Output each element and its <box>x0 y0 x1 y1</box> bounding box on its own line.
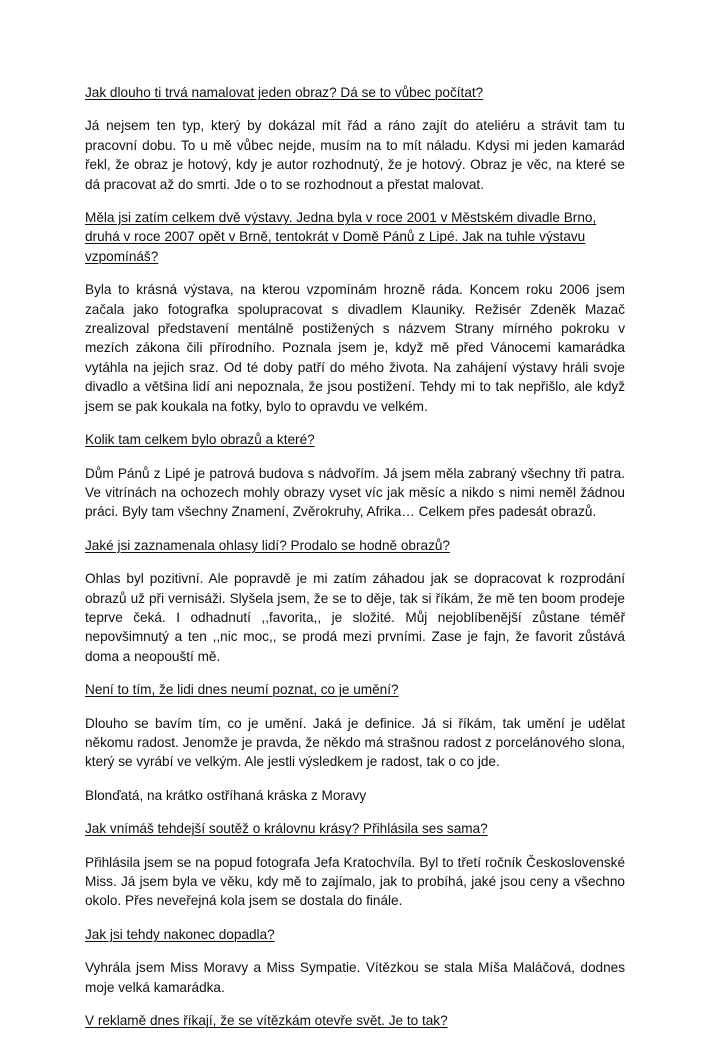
interview-question: Jaké jsi zaznamenala ohlasy lidí? Prodalo se hodně obrazů? <box>85 537 450 553</box>
interview-answer: Ohlas byl pozitivní. Ale popravdě je mi zatím záhadou jak se dopracovat k rozprodání obrazů už při vernisáži. Slyšela jsem, že se to děje, tak si říkám, že mě ten boom prodeje teprve čeká. I odhadnutí ,,favorita,, je složité. Můj nejoblíbenější zůstane téměř nepovšimnutý a ten ,,nic moc,, se prodá mezi prvními. Zase je fajn, že favorit zůstává doma a neopouští mě. <box>85 571 625 664</box>
document-page <box>85 83 625 1044</box>
interview-question: Měla jsi zatím celkem dvě výstavy. Jedna byla v roce 2001 v Městském divadle Brno, druhá v roce 2007 opět v Brně, tentokrát v Domě Pánů z Lipé. Jak na tuhle výstavu vzpomínáš? <box>85 210 597 264</box>
interview-question: Jak dlouho ti trvá namalovat jeden obraz? Dá se to vůbec počítat? <box>85 85 484 100</box>
interview-answer: Dlouho se bavím tím, co je umění. Jaká je definice. Já si říkám, tak umění je udělat někomu radost. Jenomže je pravda, že někdo má strašnou radost z porcelánového slona, který se vyrábí ve velkým. Ale jestli výsledkem je radost, tak o co jde. <box>85 715 625 770</box>
interview-question: V reklamě dnes říkají, že se vítězkám otevře svět. Je to tak? <box>85 1013 448 1029</box>
interview-answer: Byla to krásná výstava, na kterou vzpomínám hrozně ráda. Koncem roku 2006 jsem začala jako fotografka spolupracovat s divadlem Klauniky. Režisér Zdeněk Mazač zrealizoval představení mentálně postižených s názvem Strany mírného pokroku v mezích zákona čili přírodního. Poznala jsem je, když mě před Vánocemi kamarádka vytáhla na jejich sraz. Od té doby patří do mého života. Na zahájení výstavy hráli svoje divadlo a většina lidí ani nepoznala, že jsou postižení. Tehdy mi to tak nepřišlo, ale když jsem se pak koukala na fotky, bylo to opravdu ve velkém. <box>85 282 625 414</box>
interview-answer: Přihlásila jsem se na popud fotografa Jefa Kratochvíla. Byl to třetí ročník Československé Miss. Já jsem byla ve věku, kdy mě to zajímalo, jak to probíhá, jaké jsou ceny a všechno okolo. Přes neveřejná kola jsem se dostala do finále. <box>85 854 625 909</box>
interview-question: Není to tím, že lidi dnes neumí poznat, co je umění? <box>85 682 399 698</box>
interview-question: Jak jsi tehdy nakonec dopadla? <box>85 926 275 942</box>
interview-answer: Já nejsem ten typ, který by dokázal mít řád a ráno zajít do ateliéru a strávit tam tu pracovní dobu. To u mě vůbec nejde, musím na to mít náladu. Kdysi mi jeden kamarád řekl, že obraz je hotový, kdy je autor rozhodnutý, že je hotový. Obraz je věc, na které se dá pracovat až do smrti. Jde o to se rozhodnout a přestat malovat. <box>85 118 625 192</box>
interview-question: Jak vnímáš tehdejší soutěž o královnu krásy? Přihlásila ses sama? <box>85 821 488 837</box>
interview-question: Kolik tam celkem bylo obrazů a které? <box>85 432 315 448</box>
section-subheading: Blonďatá, na krátko ostříhaná kráska z Moravy <box>85 787 367 803</box>
interview-answer: Dům Pánů z Lipé je patrová budova s nádvořím. Já jsem měla zabraný všechny tři patra. Ve vitrínách na ochozech mohly obrazy vyset víc jak měsíc a nikdo s nimi neměl žádnou práci. Byly tam všechny Znamení, Zvěrokruhy, Afrika… Celkem přes padesát obrazů. <box>85 465 625 520</box>
interview-answer: Vyhrála jsem Miss Moravy a Miss Sympatie. Vítězkou se stala Míša Maláčová, dodnes moje velká kamarádka. <box>85 960 625 995</box>
